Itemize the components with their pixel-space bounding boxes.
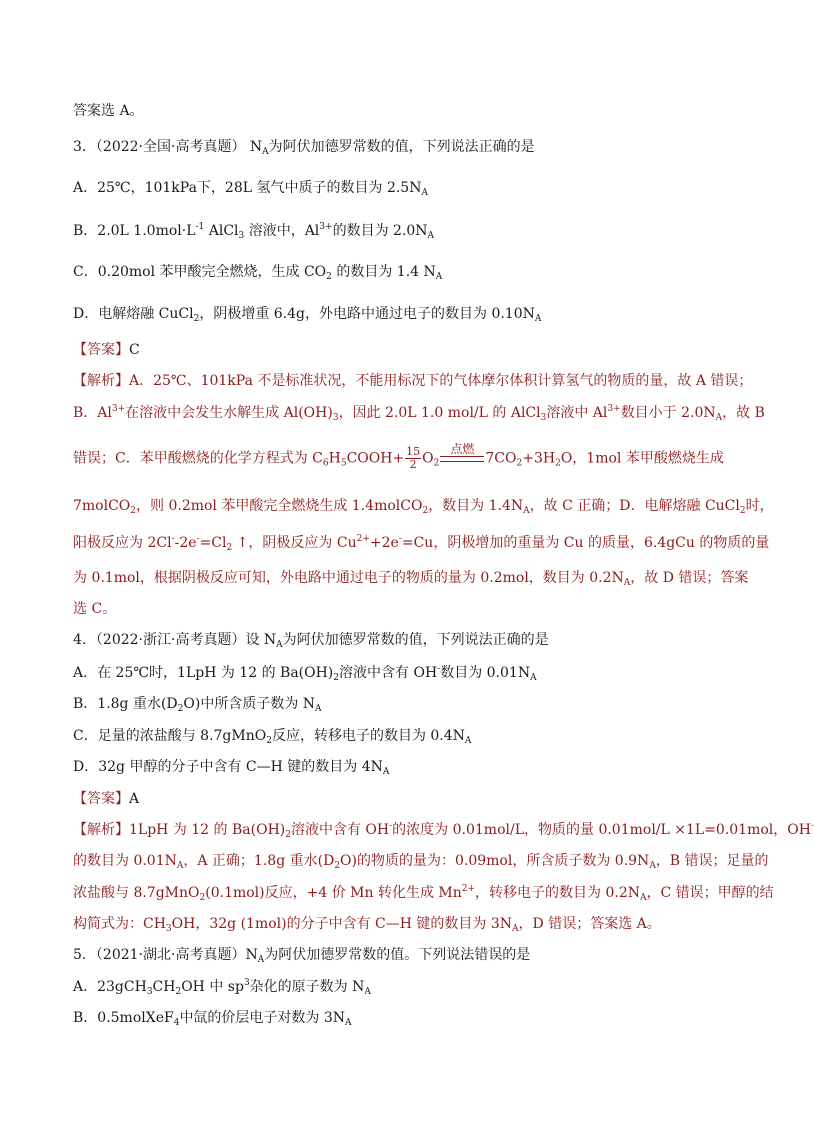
q4-stem: 4．（2022·浙江·高考真题）设 $N_A$为阿伏加德罗常数的值，下列说法正确的是 bbox=[73, 632, 549, 650]
reaction-condition-arrow: 点燃 bbox=[440, 443, 484, 462]
q5-stem: 5．（2021·湖北·高考真题）$N_A$为阿伏加德罗常数的值。下列说法错误的是 bbox=[73, 947, 531, 965]
q5-option-b: B．0.5molXeF$_4$中氙的价层电子对数为 $3N_A$ bbox=[73, 1010, 352, 1028]
q3-option-a: A．25℃，101kPa下，28L 氢气中质子的数目为 $2.5N_A$ bbox=[73, 180, 428, 198]
q3-explanation-line-6: 为 0.1mol，根据阴极反应可知，外电路中通过电子的物质的量为 0.2mol，数目为 $0.2N_A$，故 D 错误；答案 bbox=[73, 570, 749, 588]
q3-answer: 【答案】C bbox=[73, 342, 140, 358]
q3-explanation-line-2: B．$Al^{3+}$在溶液中会发生水解生成 $Al(OH)_3$，因此 2.0L 1.0 mol/L 的 AlCl$_3$溶液中 $Al^{3+}$数目小于 $2.0N_A$，故 B bbox=[73, 404, 765, 423]
q3-explanation-line-3: 错误；C．苯甲酸燃烧的化学方程式为 $C_6H_5COOH+$ $\frac{15}{2}$ $O_2$ 点燃 $7CO_2+3H_2O$，1mol 苯甲酸燃烧生成 bbox=[73, 442, 724, 471]
q4-explanation-line-1: 【解析】1LpH 为 12 的 $Ba(OH)_2$溶液中含有 OH-的浓度为 0.01mol/L，物质的量 0.01mol/L ×1L=0.01mol，OH- bbox=[73, 821, 814, 840]
q4-option-d: D．32g 甲醇的分子中含有 C—H 键的数目为 $4N_A$ bbox=[73, 759, 390, 777]
q4-explanation-line-2: 的数目为 $0.01N_A$，A 正确；1.8g 重水$(D_2O)$的物质的量为：0.09mol，所含质子数为 $0.9N_A$，B 错误；足量的 bbox=[73, 853, 769, 871]
q4-option-a: A．在 25℃时，1LpH 为 12 的 $Ba(OH)_2$溶液中含有 OH-数目为 $0.01N_A$ bbox=[73, 664, 537, 683]
previous-answer-line: 答案选 A。 bbox=[73, 103, 144, 119]
q4-explanation-line-3: 浓盐酸与 8.7gMnO$_2$(0.1mol)反应，+4 价 Mn 转化生成 $Mn^{2+}$，转移电子的数目为 $0.2N_A$，C 错误；甲醇的结 bbox=[73, 884, 774, 903]
q4-answer: 【答案】A bbox=[73, 791, 140, 807]
q3-explanation-line-4: 7molCO$_2$，则 0.2mol 苯甲酸完全燃烧生成 1.4molCO$_2$，数目为 $1.4N_A$，故 C 正确；D．电解熔融 CuCl$_2$时， bbox=[73, 498, 774, 516]
q3-option-c: C．0.20mol 苯甲酸完全燃烧，生成 $CO_2$ 的数目为 1.4 $N_A$ bbox=[73, 264, 443, 282]
q3-option-d: D．电解熔融 CuCl$_2$，阴极增重 6.4g，外电路中通过电子的数目为 $0.10N_A$ bbox=[73, 306, 542, 324]
fraction: $\frac{15}{2}$ bbox=[406, 445, 421, 471]
q3-option-b: B．2.0L $1.0mol\cdot L^{-1}$ AlCl$_3$ 溶液中，$Al^{3+}$的数目为 $2.0N_A$ bbox=[73, 222, 435, 241]
q4-option-c: C．足量的浓盐酸与 8.7gMnO$_2$反应，转移电子的数目为 $0.4N_A$ bbox=[73, 728, 472, 746]
q3-stem: 3．（2022·全国·高考真题） $N_A$为阿伏加德罗常数的值，下列说法正确的是 bbox=[73, 139, 535, 157]
q3-explanation-line-5: 阳极反应为 $2Cl^--2e^-=Cl_2$ ↑，阴极反应为 $Cu^{2+}+2e^-=Cu$，阴极增加的重量为 Cu 的质量，6.4gCu 的物质的量 bbox=[73, 534, 770, 553]
q4-option-b: B．1.8g 重水$(D_2O)$中所含质子数为 $N_A$ bbox=[73, 696, 322, 714]
q5-option-a: A．$23gCH_3CH_2OH$ 中 $sp^3$杂化的原子数为 $N_A$ bbox=[73, 978, 371, 997]
q3-explanation-line-7: 选 C。 bbox=[73, 601, 117, 617]
q4-explanation-line-4: 构简式为：$CH_3OH$，32g (1mol)的分子中含有 C—H 键的数目为 $3N_A$，D 错误；答案选 A。 bbox=[73, 916, 661, 934]
q3-explanation-line-1: 【解析】A．25℃、101kPa 不是标准状况，不能用标况下的气体摩尔体积计算氢气的物质的量，故 A 错误； bbox=[73, 373, 753, 389]
